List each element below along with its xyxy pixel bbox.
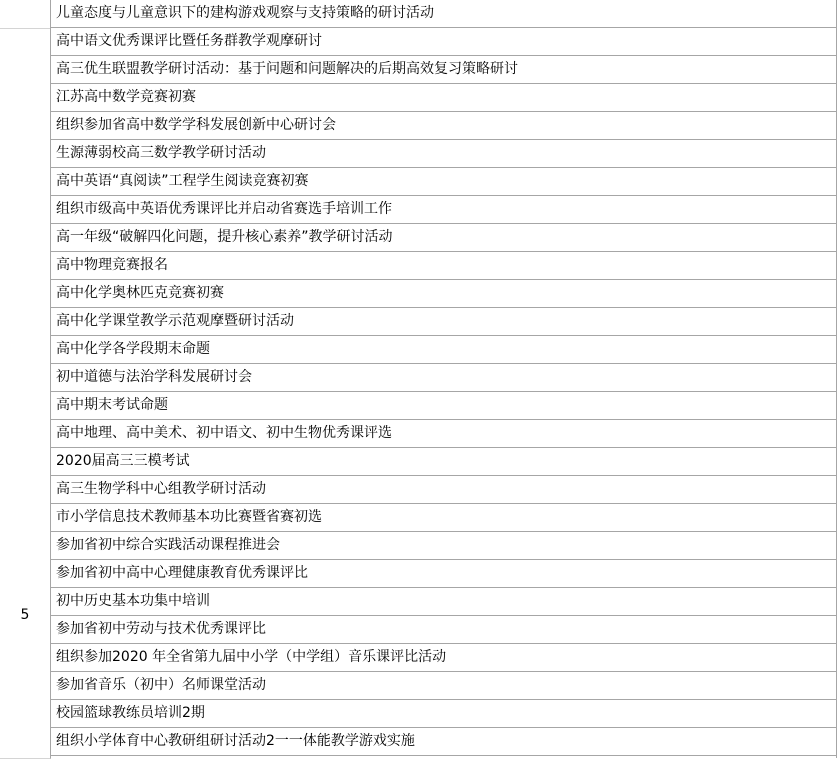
table-row[interactable]: 儿童态度与儿童意识下的建构游戏观察与支持策略的研讨活动 [51, 0, 836, 28]
table-row[interactable]: 高一年级“破解四化问题，提升核心素养”教学研讨活动 [51, 224, 836, 252]
table-row[interactable]: 初中道德与法治学科发展研讨会 [51, 364, 836, 392]
table-row[interactable]: 高三生物学科中心组教学研讨活动 [51, 476, 836, 504]
table-row[interactable]: 高中化学课堂教学示范观摩暨研讨活动 [51, 308, 836, 336]
table-row[interactable]: 参加省音乐（初中）名师课堂活动 [51, 672, 836, 700]
table-row[interactable]: 组织参加2020 年全省第九届中小学（中学组）音乐课评比活动 [51, 644, 836, 672]
table-row[interactable]: 高中化学各学段期末命题 [51, 336, 836, 364]
table-row[interactable]: 市小学信息技术教师基本功比赛暨省赛初选 [51, 504, 836, 532]
table-row[interactable]: 高中期末考试命题 [51, 392, 836, 420]
table-row[interactable]: 高中化学奥林匹克竞赛初赛 [51, 280, 836, 308]
table-row[interactable]: 高中英语“真阅读”工程学生阅读竞赛初赛 [51, 168, 836, 196]
table-row[interactable]: 高三优生联盟教学研讨活动：基于问题和问题解决的后期高效复习策略研讨 [51, 56, 836, 84]
table-row[interactable]: 校园篮球教练员培训2期 [51, 700, 836, 728]
table-row[interactable]: 参加省初中劳动与技术优秀课评比 [51, 616, 836, 644]
group-number-text: 5 [20, 607, 30, 623]
table-row[interactable]: 2020届高三三模考试 [51, 448, 836, 476]
activity-list [51, 0, 836, 756]
table-row[interactable]: 参加省初中综合实践活动课程推进会 [51, 532, 836, 560]
table-row[interactable]: 生源薄弱校高三数学教学研讨活动 [51, 140, 836, 168]
cell-group-number[interactable] [0, 28, 51, 759]
table-row[interactable]: 组织参加省高中数学学科发展创新中心研讨会 [51, 112, 836, 140]
table-row[interactable]: 高中物理竞赛报名 [51, 252, 836, 280]
table-row[interactable]: 江苏高中数学竞赛初赛 [51, 84, 836, 112]
table-row[interactable]: 高中地理、高中美术、初中语文、初中生物优秀课评选 [51, 420, 836, 448]
table-row[interactable]: 高中语文优秀课评比暨任务群教学观摩研讨 [51, 28, 836, 56]
table-row[interactable]: 组织小学体育中心教研组研讨活动2一一体能教学游戏实施 [51, 728, 836, 756]
table-row[interactable]: 组织市级高中英语优秀课评比并启动省赛选手培训工作 [51, 196, 836, 224]
table-row[interactable]: 参加省初中高中心理健康教育优秀课评比 [51, 560, 836, 588]
cell-group-previous[interactable] [0, 0, 51, 29]
table-row[interactable]: 初中历史基本功集中培训 [51, 588, 836, 616]
